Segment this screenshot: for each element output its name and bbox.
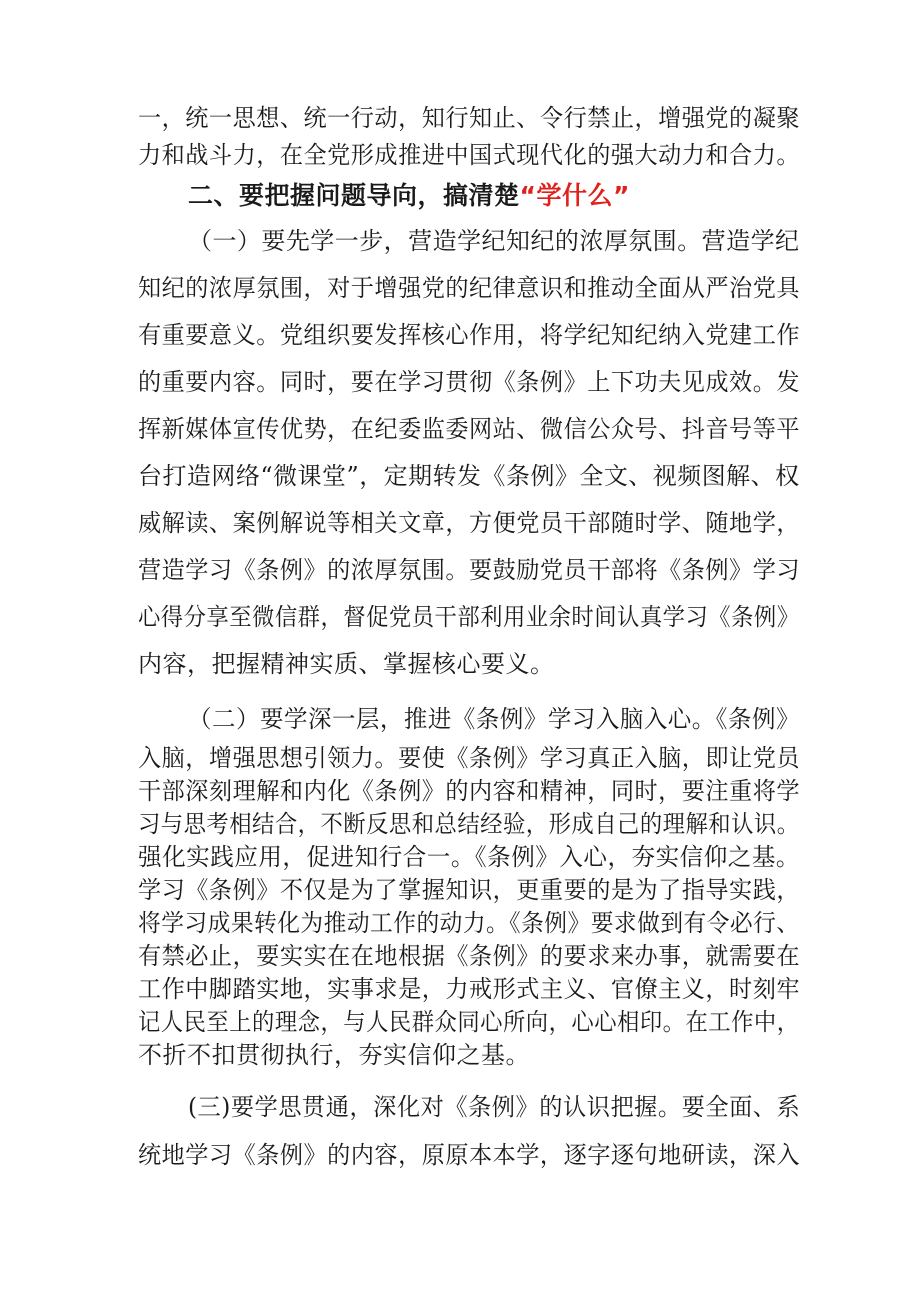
intro-line-1: 一，统一思想、统一行动，知行知止、令行禁止，增强党的凝聚	[138, 104, 800, 132]
para1-line-7: 威解读、案例解说等相关文章，方便党员干部随时学、随地学，	[138, 509, 800, 537]
para2-line-9: 工作中脚踏实地，实事求是，力戒形式主义、官僚主义，时刻牢	[138, 975, 800, 1003]
intro-line-2: 力和战斗力，在全党形成推进中国式现代化的强大动力和合力。	[138, 141, 800, 169]
para2-line-5: 强化实践应用，促进知行合一。《条例》入心，夯实信仰之基。	[138, 843, 801, 871]
para1-line-9: 心得分享至微信群，督促党员干部利用业余时间认真学习《条例》	[138, 603, 800, 631]
para2-line-1: （二）要学深一层，推进《条例》学习入脑入心。《条例》	[188, 705, 800, 733]
section-heading-prefix: 二、要把握问题导向，搞清楚	[188, 181, 520, 210]
para2-line-6: 学习《条例》不仅是为了掌握知识，更重要的是为了指导实践，	[138, 876, 800, 904]
para1-line-8: 营造学习《条例》的浓厚氛围。要鼓励党员干部将《条例》学习	[138, 556, 800, 584]
section-heading-highlight: “学什么”	[519, 181, 630, 210]
para1-line-1: （一）要先学一步，营造学纪知纪的浓厚氛围。营造学纪	[188, 227, 800, 255]
para1-line-6: 台打造网络“微课堂”，定期转发《条例》全文、视频图解、权	[138, 462, 800, 490]
para2-line-11: 不折不扣贯彻执行，夯实信仰之基。	[138, 1041, 530, 1069]
para2-line-4: 习与思考相结合，不断反思和总结经验，形成自己的理解和认识。	[138, 810, 800, 838]
section-heading	[188, 181, 630, 211]
para2-line-3: 干部深刻理解和内化《条例》的内容和精神，同时，要注重将学	[138, 777, 800, 805]
para3-line-2: 统地学习《条例》的内容，原原本本学，逐字逐句地研读，深入	[138, 1141, 800, 1169]
para1-line-10: 内容，把握精神实质、掌握核心要义。	[138, 650, 555, 678]
para2-line-8: 有禁必止，要实实在在地根据《条例》的要求来办事，就需要在	[138, 942, 800, 970]
para1-line-3: 有重要意义。党组织要发挥核心作用，将学纪知纪纳入党建工作	[138, 321, 800, 349]
para2-line-2: 入脑，增强思想引领力。要使《条例》学习真正入脑，即让党员	[138, 744, 800, 772]
para1-line-2: 知纪的浓厚氛围，对于增强党的纪律意识和推动全面从严治党具	[138, 274, 800, 302]
para2-line-7: 将学习成果转化为推动工作的动力。《条例》要求做到有令必行、	[138, 909, 800, 937]
para3-line-1: (三)要学思贯通，深化对《条例》的认识把握。要全面、系	[188, 1093, 801, 1121]
para1-line-4: 的重要内容。同时，要在学习贯彻《条例》上下功夫见成效。发	[138, 368, 800, 396]
para1-line-5: 挥新媒体宣传优势，在纪委监委网站、微信公众号、抖音号等平	[138, 415, 800, 443]
para2-line-10: 记人民至上的理念，与人民群众同心所向，心心相印。在工作中，	[138, 1008, 800, 1036]
